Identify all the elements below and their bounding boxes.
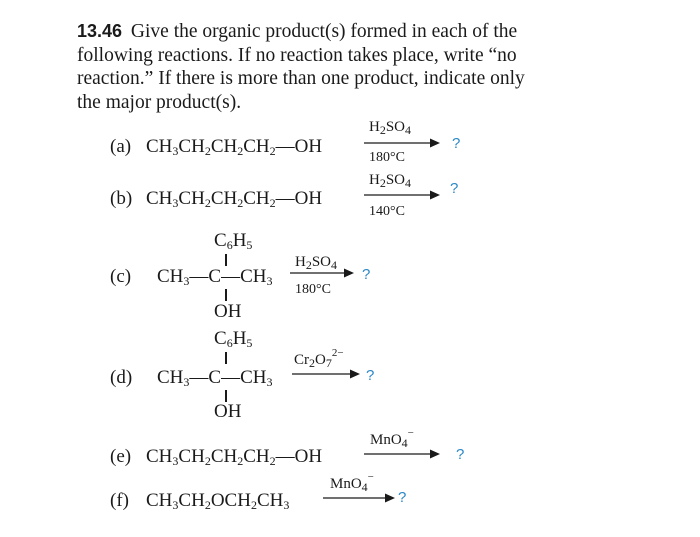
part-d-product: ? <box>366 367 375 384</box>
part-b-reactant: $CH_3CH_2CH_2CH_2—OH$ <box>146 188 323 210</box>
part-b-product: ? <box>450 180 459 197</box>
part-d-hydroxyl: OH <box>214 401 242 422</box>
problem-statement <box>77 20 547 114</box>
part-b-condition: 140°C <box>369 204 405 219</box>
part-d-bond-top <box>225 352 227 364</box>
part-e-reagent: MnO$_4$− <box>370 427 414 450</box>
part-d-reactant: $CH_3—C—CH_3$ <box>157 367 273 389</box>
part-a-product: ? <box>452 135 461 152</box>
part-c-condition: 180°C <box>295 282 331 297</box>
part-a-arrow <box>364 137 440 149</box>
part-d-label: (d) <box>110 367 133 388</box>
part-f-reactant: $CH_3CH_2OCH_2CH_3$ <box>146 490 290 512</box>
part-e-arrow <box>364 448 440 460</box>
part-c-label: (c) <box>110 266 132 287</box>
part-c-bond-top <box>225 254 227 266</box>
part-a-reagent: $H_2SO_4$ <box>369 119 412 137</box>
part-d-substituent: $C_6H_5$ <box>214 328 253 350</box>
part-c-product: ? <box>362 266 371 283</box>
part-c-reactant: $CH_3—C—CH_3$ <box>157 266 273 288</box>
part-c-arrow <box>290 267 354 279</box>
part-f-arrow <box>323 492 395 504</box>
part-e-product: ? <box>456 446 465 463</box>
part-b-label: (b) <box>110 188 133 209</box>
part-a-condition: 180°C <box>369 150 405 165</box>
part-f-reagent: MnO$_4$− <box>330 471 374 494</box>
part-e-reactant: $CH_3CH_2CH_2CH_2—OH$ <box>146 446 323 468</box>
part-b-arrow <box>364 189 440 201</box>
part-b-reagent: $H_2SO_4$ <box>369 172 412 190</box>
part-c-hydroxyl: OH <box>214 301 242 322</box>
part-f-label: (f) <box>110 490 129 511</box>
problem-text: Give the organic product(s) formed in each of the following reactions. If no reaction takes place, write “no reaction.” If there is more than one product, indicate only the major product(s). <box>77 21 525 113</box>
part-a-reactant: $CH_3CH_2CH_2CH_2—OH$ <box>146 136 323 158</box>
part-d-reagent: $Cr_2O_7^{2-}$ <box>294 347 344 370</box>
part-c-bond-bottom <box>225 289 227 301</box>
part-a-label: (a) <box>110 136 132 157</box>
problem-number: 13.46 <box>77 21 123 41</box>
part-e-label: (e) <box>110 446 132 467</box>
part-d-arrow <box>292 368 360 380</box>
part-f-product: ? <box>398 489 407 506</box>
part-c-reagent: $H_2SO_4$ <box>295 254 338 272</box>
part-c-substituent: $C_6H_5$ <box>214 230 253 252</box>
